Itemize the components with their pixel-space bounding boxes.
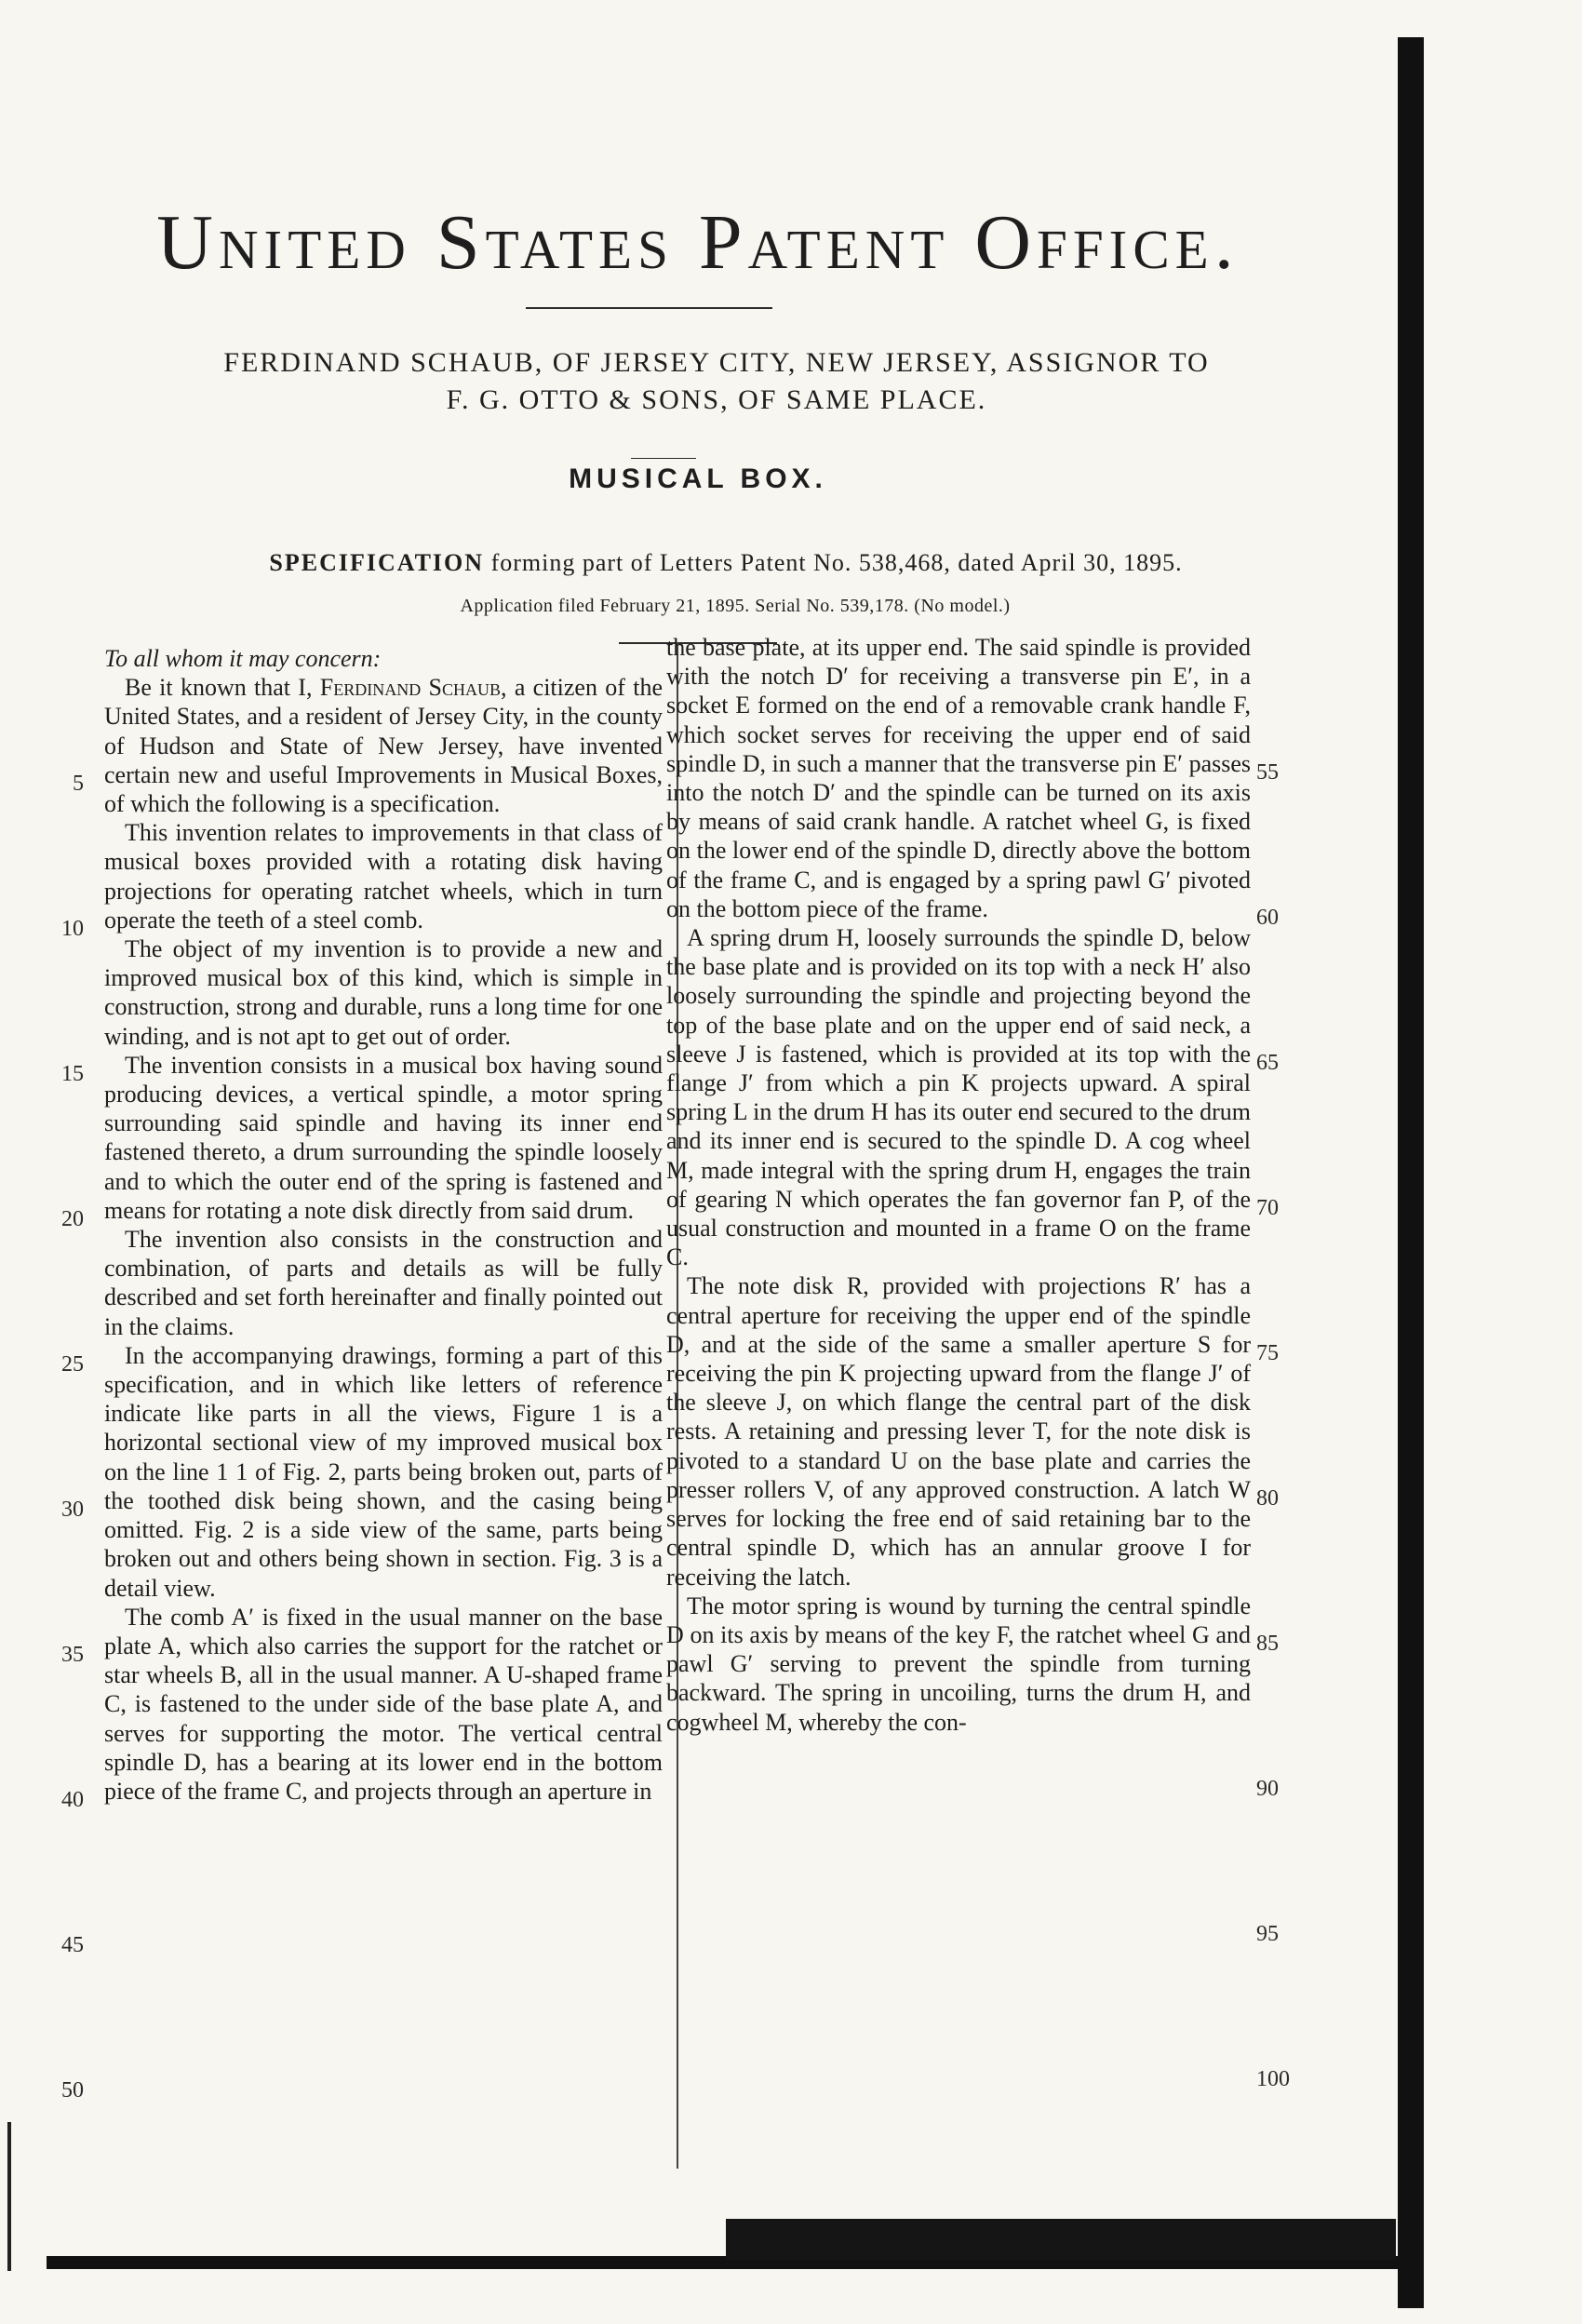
paragraph: The motor spring is wound by turning the central spindle D on its axis by means of the key F, the ratchet wheel G and pawl G′ serving to prevent the spindle from turning backward. The spring in uncoiling, turns the drum H, and cogwheel M, whereby the con-: [666, 1592, 1251, 1736]
line-number: 35: [61, 1643, 84, 1667]
scan-edge-left-mark: [7, 2122, 11, 2271]
application-line: Application filed February 21, 1895. Serial No. 539,178. (No model.): [460, 596, 1011, 616]
salutation: To all whom it may concern:: [104, 645, 382, 672]
line-number: 85: [1256, 1632, 1279, 1656]
invention-title: MUSICAL BOX.: [569, 463, 827, 494]
paragraph: In the accompanying drawings, forming a part of this specification, and in which like letters of reference indicate like parts in all the views, Figure 1 is a horizontal sectional view of my improved musical box on the line 1 1 of Fig. 2, parts being broken out, parts of the toothed disk being shown, and the casing being omitted. Fig. 2 is a side view of the same, parts being broken out and others being shown in section. Fig. 3 is a detail view.: [104, 1341, 663, 1602]
inventor-name: Ferdinand Schaub: [319, 674, 502, 702]
paragraph: The comb A′ is fixed in the usual manner on the base plate A, which also carries the support for the ratchet or star wheels B, all in the usual manner. A U-shaped frame C, is fastened to the under side of the base plate A, and serves for supporting the motor. The vertical central spindle D, has a bearing at its lower end in the bottom piece of the frame C, and projects through an aperture in: [104, 1603, 663, 1805]
line-number: 40: [61, 1788, 84, 1812]
paragraph: the base plate, at its upper end. The said spindle is provided with the notch D′ for receiving a transverse pin E′, in a socket E formed on the end of a removable crank handle F, which socket serves for receiving the upper end of said spindle D, in such a manner that the transverse pin E′ passes into the notch D′ and the spindle can be turned on its axis by means of said crank handle. A ratchet wheel G, is fixed on the lower end of the spindle D, directly above the bottom of the frame C, and is engaged by a spring pawl G′ pivoted on the bottom piece of the frame.: [666, 634, 1251, 922]
line-number: 80: [1256, 1486, 1279, 1511]
line-number: 70: [1256, 1196, 1279, 1220]
line-number: 25: [61, 1352, 84, 1377]
paragraph: The invention consists in a musical box having sound producing devices, a vertical spindle, a motor spring surrounding said spindle and having its inner end fastened thereto, a drum surrounding the spindle loosely and to which the outer end of the spring is fastened and means for rotating a note disk directly from said drum.: [104, 1051, 663, 1224]
line-number: 50: [61, 2078, 84, 2102]
assignor-rule: [631, 458, 696, 459]
paragraph: The note disk R, provided with projections R′ has a central aperture for receiving the upper end of the spindle D, and at the side of the same a smaller aperture S for receiving the pin K projecting upward from the flange J′ of the sleeve J, on which flange the central part of the disk rests. A retaining and pressing lever T, for the note disk is pivoted to a standard U on the base plate and carries the presser rollers V, of any approved construction. A latch W serves for locking the free end of said retaining bar to the central spindle D, which has an annular groove I for receiving the latch.: [666, 1272, 1251, 1591]
line-number: 10: [61, 917, 84, 941]
paragraph: A spring drum H, loosely surrounds the spindle D, below the base plate and is provided on its top with a neck H′ also loosely surrounding the spindle and projecting beyond the top of the base plate and on the upper end of said neck, a sleeve J is fastened, which is provided at its top with the flange J′ from which a pin K projects upward. A spiral spring L in the drum H has its outer end secured to the drum and its inner end is secured to the spindle D. A cog wheel M, made integral with the spring drum H, engages the train of gearing N which operates the fan governor fan P, of the usual construction and mounted in a frame O on the frame C.: [666, 924, 1251, 1271]
office-title: United States Patent Office.: [156, 199, 1240, 286]
line-number: 60: [1256, 906, 1279, 930]
line-number: 75: [1256, 1341, 1279, 1365]
line-number: 95: [1256, 1922, 1279, 1946]
left-column: [104, 644, 663, 1806]
line-number: 90: [1256, 1777, 1279, 1801]
paragraph: The object of my invention is to provide a new and improved musical box of this kind, which is simple in construction, strong and durable, runs a long time for one winding, and is not apt to get out of order.: [104, 935, 663, 1050]
scan-edge-right: [1398, 37, 1424, 2308]
assignor-line-2: F. G. OTTO & SONS, OF SAME PLACE.: [446, 384, 987, 415]
line-number: 100: [1256, 2067, 1290, 2091]
specification-text: forming part of Letters Patent No. 538,468, dated April 30, 1895.: [484, 549, 1183, 576]
line-number: 5: [73, 772, 84, 796]
line-number: 15: [61, 1062, 84, 1086]
title-rule: [526, 307, 772, 309]
paragraph-text: , a citizen of the United States, and a resident of Jersey City, in the county of Hudson and State of New Jersey, have invented certain new and useful Improvements in Musical Boxes, of which the following is a specification.: [104, 674, 663, 818]
assignor-line-1: FERDINAND SCHAUB, OF JERSEY CITY, NEW JERSEY, ASSIGNOR TO: [223, 347, 1210, 378]
line-number: 30: [61, 1498, 84, 1522]
line-number: 20: [61, 1207, 84, 1231]
assignor-block: [112, 344, 1321, 419]
paragraph-text: Be it known that I,: [125, 674, 320, 702]
scan-edge-bottom-shadow: [726, 2219, 1396, 2260]
paragraph: The invention also consists in the construction and combination, of parts and details as will be fully described and set forth hereinafter and finally pointed out in the claims.: [104, 1226, 663, 1340]
specification-label: SPECIFICATION: [269, 549, 485, 576]
paragraph: [104, 673, 663, 818]
specification-line: [74, 549, 1377, 577]
line-number: 55: [1256, 760, 1279, 785]
paragraph: This invention relates to improvements in that class of musical boxes provided with a rotating disk having projections for operating ratchet wheels, which in turn operate the teeth of a steel comb.: [104, 819, 663, 934]
right-column: [666, 633, 1251, 1737]
line-number: 45: [61, 1933, 84, 1957]
line-number: 65: [1256, 1051, 1279, 1075]
